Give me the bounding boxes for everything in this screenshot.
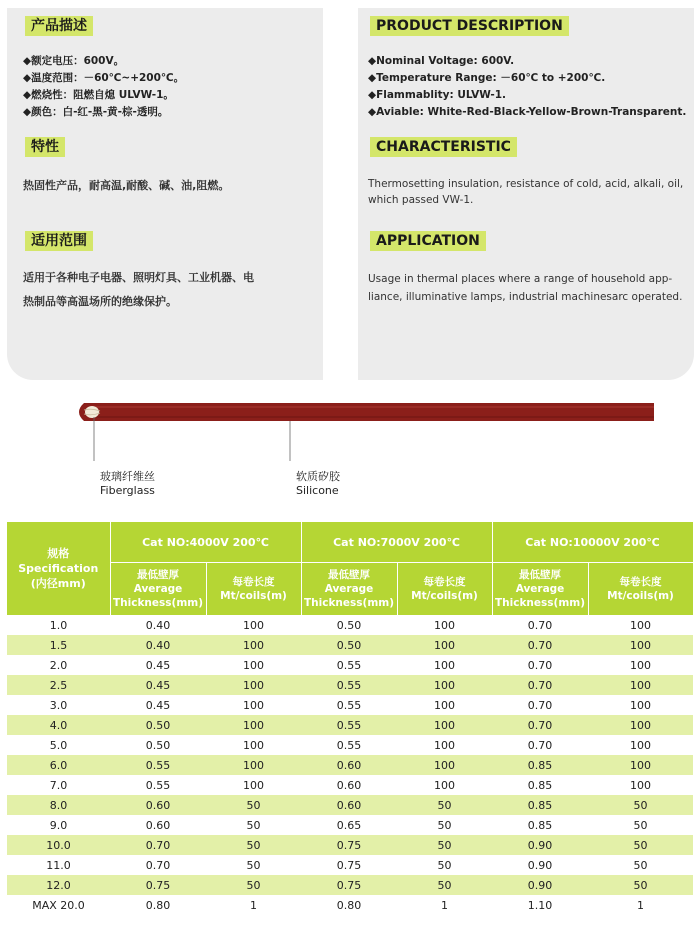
table-cell: 0.55: [301, 655, 397, 675]
cn-desc-item: ◆颜色：白-红-黑-黄-棕-透明。: [23, 106, 169, 118]
table-cell: 11.0: [7, 855, 110, 875]
table-cell: 0.50: [110, 735, 206, 755]
table-cell: 100: [206, 735, 301, 755]
table-cell: 100: [588, 735, 693, 755]
table-cell: 0.80: [110, 895, 206, 915]
en-application-line: Usage in thermal places where a range of household app-: [368, 273, 673, 285]
table-cell: 0.60: [110, 815, 206, 835]
english-description-panel: [358, 8, 694, 380]
table-cell: 0.55: [301, 715, 397, 735]
table-cell: 0.90: [492, 855, 588, 875]
table-cell: 50: [588, 815, 693, 835]
en-characteristic-line: Thermosetting insulation, resistance of cold, acid, alkali, oil,: [368, 178, 684, 190]
table-cell: 0.50: [301, 635, 397, 655]
table-cell: 0.45: [110, 655, 206, 675]
group-header-10000v: Cat NO:10000V 200℃: [492, 522, 693, 563]
table-cell: 100: [397, 615, 492, 635]
table-cell: 9.0: [7, 815, 110, 835]
table-cell: 0.55: [301, 675, 397, 695]
thickness-header: 最低壁厚 Average Thickness(mm): [110, 563, 206, 616]
table-cell: 0.55: [110, 775, 206, 795]
table-cell: 0.70: [492, 695, 588, 715]
table-row: [7, 895, 693, 915]
table-cell: 100: [397, 735, 492, 755]
table-cell: 100: [397, 755, 492, 775]
en-desc-item: ◆Nominal Voltage: 600V.: [368, 55, 515, 67]
group-header-4000v: Cat NO:4000V 200℃: [110, 522, 301, 563]
table-cell: 100: [397, 675, 492, 695]
table-row: [7, 775, 693, 795]
table-cell: 0.50: [110, 715, 206, 735]
table-cell: 0.50: [301, 615, 397, 635]
table-cell: 0.75: [301, 855, 397, 875]
table-cell: 50: [206, 875, 301, 895]
table-cell: 50: [397, 855, 492, 875]
table-cell: 0.85: [492, 795, 588, 815]
table-cell: 6.0: [7, 755, 110, 775]
table-cell: 100: [206, 755, 301, 775]
table-cell: 100: [588, 715, 693, 735]
table-cell: 12.0: [7, 875, 110, 895]
table-cell: 50: [206, 855, 301, 875]
length-header: 每卷长度 Mt/coils(m): [206, 563, 301, 616]
fiberglass-core: [85, 406, 99, 418]
table-cell: 100: [397, 635, 492, 655]
table-row: [7, 735, 693, 755]
specification-table-body: [7, 615, 693, 915]
table-row: [7, 715, 693, 735]
table-cell: 0.40: [110, 615, 206, 635]
fiberglass-label-en: Fiberglass: [100, 484, 155, 497]
sleeving-cable-illustration: [70, 395, 660, 505]
length-header: 每卷长度 Mt/coils(m): [588, 563, 693, 616]
table-cell: 50: [397, 815, 492, 835]
table-cell: 0.70: [492, 675, 588, 695]
cn-desc-item: ◆温度范围：－60℃~+200℃。: [23, 72, 185, 84]
table-cell: 100: [397, 715, 492, 735]
silicone-label-cn: 软质矽胶: [296, 470, 340, 483]
table-cell: 3.0: [7, 695, 110, 715]
en-desc-item: ◆Flammablity: ULVW-1.: [368, 89, 506, 101]
table-cell: 50: [397, 875, 492, 895]
table-cell: 50: [206, 795, 301, 815]
table-row: [7, 675, 693, 695]
table-cell: 0.75: [301, 835, 397, 855]
table-cell: 100: [397, 775, 492, 795]
table-cell: 0.70: [492, 655, 588, 675]
table-cell: 5.0: [7, 735, 110, 755]
cn-characteristic-text: 热固性产品，耐高温,耐酸、碱、油,阻燃。: [23, 179, 230, 192]
table-cell: 100: [588, 775, 693, 795]
table-row: [7, 855, 693, 875]
length-header: 每卷长度 Mt/coils(m): [397, 563, 492, 616]
table-cell: 100: [588, 615, 693, 635]
table-cell: 100: [588, 755, 693, 775]
table-cell: 100: [588, 655, 693, 675]
table-cell: 0.70: [492, 735, 588, 755]
table-cell: 0.70: [110, 835, 206, 855]
table-cell: 0.65: [301, 815, 397, 835]
group-header-7000v: Cat NO:7000V 200℃: [301, 522, 492, 563]
table-cell: 50: [588, 835, 693, 855]
silicone-label-en: Silicone: [296, 484, 339, 497]
table-cell: 8.0: [7, 795, 110, 815]
table-cell: 1: [206, 895, 301, 915]
table-cell: 0.85: [492, 755, 588, 775]
table-row: [7, 695, 693, 715]
table-cell: 0.40: [110, 635, 206, 655]
table-cell: 2.0: [7, 655, 110, 675]
table-cell: 0.60: [301, 755, 397, 775]
table-cell: 100: [206, 675, 301, 695]
table-cell: 2.5: [7, 675, 110, 695]
table-cell: 0.85: [492, 775, 588, 795]
table-cell: 0.90: [492, 875, 588, 895]
table-cell: 4.0: [7, 715, 110, 735]
en-desc-item: ◆Temperature Range: －60℃ to +200℃.: [368, 72, 606, 84]
en-desc-item: ◆Aviable: White-Red-Black-Yellow-Brown-Transparent.: [368, 106, 687, 118]
table-cell: 0.85: [492, 815, 588, 835]
table-cell: 0.60: [301, 775, 397, 795]
table-cell: 50: [588, 855, 693, 875]
table-cell: 1.0: [7, 615, 110, 635]
table-cell: 0.55: [301, 735, 397, 755]
table-cell: MAX 20.0: [7, 895, 110, 915]
cn-desc-item: ◆额定电压：600V。: [23, 55, 125, 67]
table-cell: 0.80: [301, 895, 397, 915]
table-cell: 0.70: [492, 635, 588, 655]
table-cell: 1.10: [492, 895, 588, 915]
table-row: [7, 835, 693, 855]
table-cell: 100: [588, 675, 693, 695]
table-cell: 0.60: [110, 795, 206, 815]
table-cell: 100: [588, 695, 693, 715]
table-cell: 0.90: [492, 835, 588, 855]
table-cell: 50: [397, 795, 492, 815]
en-characteristic-line: which passed VW-1.: [368, 194, 474, 206]
table-cell: 0.70: [110, 855, 206, 875]
table-cell: 50: [588, 875, 693, 895]
table-cell: 0.70: [492, 715, 588, 735]
cn-product-description-heading: 产品描述: [25, 16, 93, 36]
chinese-description-panel: [7, 8, 323, 380]
silicone-outer-tube: [94, 403, 654, 421]
table-cell: 50: [588, 795, 693, 815]
table-row: [7, 635, 693, 655]
table-cell: 1: [397, 895, 492, 915]
cn-application-heading: 适用范围: [25, 231, 93, 251]
table-row: [7, 655, 693, 675]
table-cell: 0.45: [110, 695, 206, 715]
table-cell: 100: [206, 775, 301, 795]
table-cell: 100: [206, 655, 301, 675]
table-row: [7, 755, 693, 775]
table-cell: 100: [588, 635, 693, 655]
table-cell: 10.0: [7, 835, 110, 855]
en-application-line: liance, illuminative lamps, industrial machinesarc operated.: [368, 291, 683, 303]
table-cell: 0.75: [110, 875, 206, 895]
specification-header: 规格 Specification (内径mm): [7, 522, 110, 615]
table-cell: 100: [206, 715, 301, 735]
en-application-heading: APPLICATION: [370, 231, 486, 251]
table-cell: 100: [397, 655, 492, 675]
specification-table: [7, 522, 694, 915]
table-row: [7, 795, 693, 815]
thickness-header: 最低壁厚 Average Thickness(mm): [301, 563, 397, 616]
table-cell: 100: [397, 695, 492, 715]
table-cell: 0.55: [110, 755, 206, 775]
table-cell: 0.55: [301, 695, 397, 715]
cn-application-line: 适用于各种电子电器、照明灯具、工业机器、电: [23, 271, 254, 284]
table-cell: 7.0: [7, 775, 110, 795]
table-cell: 50: [206, 815, 301, 835]
table-cell: 0.60: [301, 795, 397, 815]
table-cell: 0.45: [110, 675, 206, 695]
cn-characteristic-heading: 特性: [25, 137, 65, 157]
cn-application-line: 热制品等高温场所的绝缘保护。: [23, 295, 177, 308]
en-product-description-heading: PRODUCT DESCRIPTION: [370, 16, 569, 36]
table-cell: 100: [206, 615, 301, 635]
table-row: [7, 815, 693, 835]
table-cell: 0.70: [492, 615, 588, 635]
table-cell: 1.5: [7, 635, 110, 655]
fiberglass-label-cn: 玻璃纤维丝: [100, 470, 155, 483]
cn-desc-item: ◆燃烧性：阻燃自熄 ULVW-1。: [23, 89, 174, 101]
table-cell: 100: [206, 635, 301, 655]
en-characteristic-heading: CHARACTERISTIC: [370, 137, 517, 157]
table-cell: 50: [397, 835, 492, 855]
table-cell: 1: [588, 895, 693, 915]
thickness-header: 最低壁厚 Average Thickness(mm): [492, 563, 588, 616]
table-cell: 100: [206, 695, 301, 715]
table-row: [7, 875, 693, 895]
table-row: [7, 615, 693, 635]
table-cell: 0.75: [301, 875, 397, 895]
table-cell: 50: [206, 835, 301, 855]
